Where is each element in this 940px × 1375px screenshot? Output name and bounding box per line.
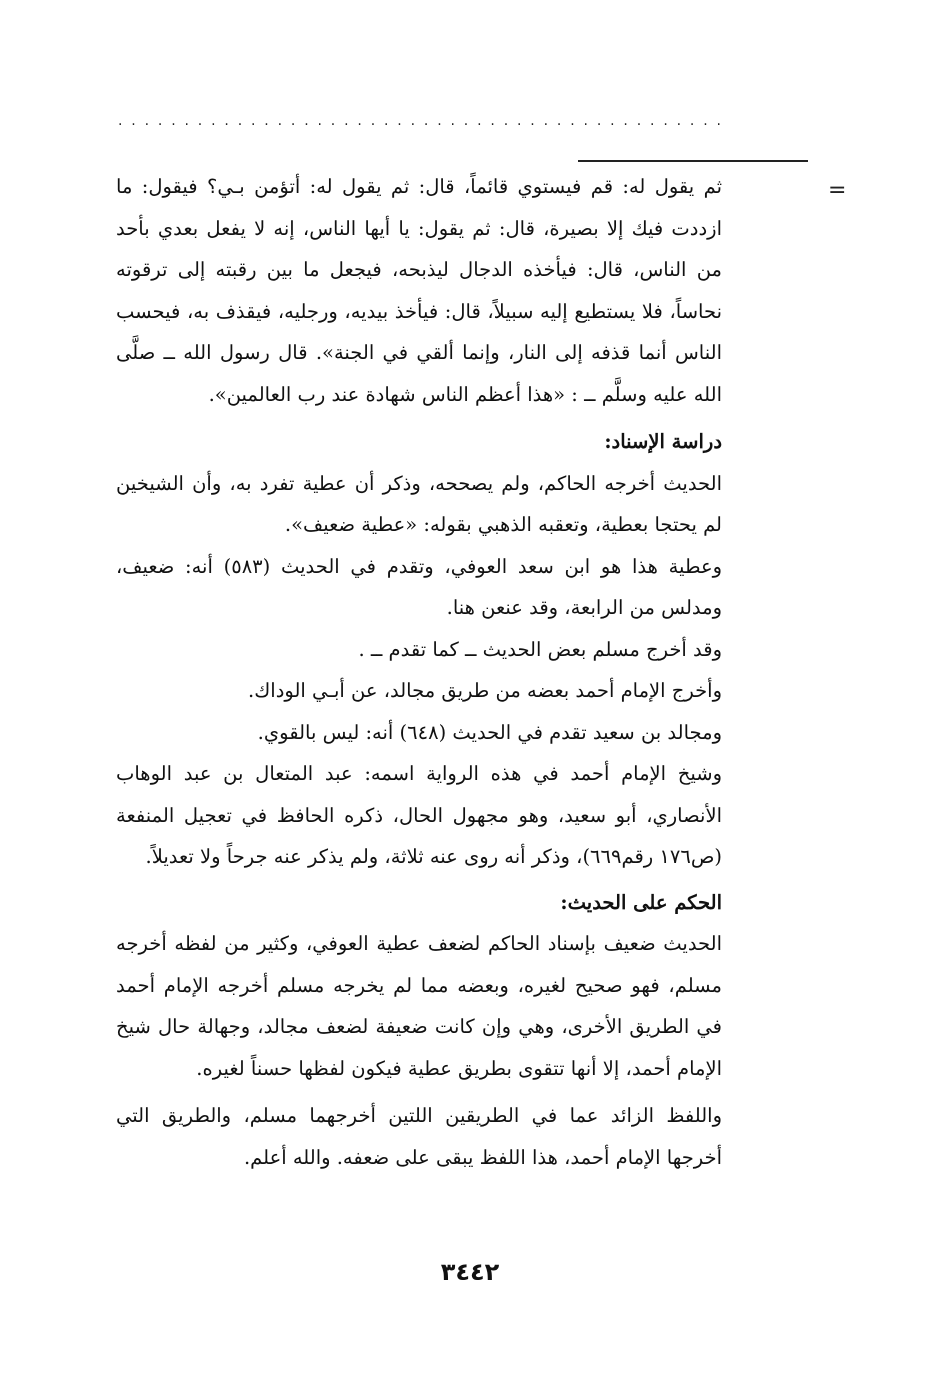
footnote-rule xyxy=(578,160,808,162)
ruling-heading: الحكم على الحديث: xyxy=(560,890,722,914)
ruling-paragraph: الحديث ضعيف بإسناد الحاكم لضعف عطية العوفي، وكثير من لفظه أخرجه مسلم، فهو صحيح لغيره، وبعضه مما لم يخرجه مسلم أخرجه الإمام أحمد في الطريق الأخرى، وهي وإن كانت ضعيفة لضعف مجالد، وجهالة حال شيخ الإمام أحمد، إلا أنها تتقوى بطريق عطية فيكون لفظها حسناً لغيره. xyxy=(116,932,722,1080)
isnad-paragraph: وقد أخرج مسلم بعض الحديث ــ كما تقدم ــ . xyxy=(358,637,722,661)
page-number: ٣٤٤٢ xyxy=(440,1258,500,1286)
isnad-heading: دراسة الإسناد: xyxy=(604,430,722,453)
isnad-paragraph: وأخرج الإمام أحمد بعضه من طريق مجالد، عن أبـي الوداك. xyxy=(248,679,722,702)
isnad-paragraph: ومجالد بن سعيد تقدم في الحديث (٦٤٨) أنه: ليس بالقوي. xyxy=(257,720,722,744)
isnad-paragraph: وشيخ الإمام أحمد في هذه الرواية اسمه: عبد المتعال بن عبد الوهاب الأنصاري، أبو سعيد، وهو مجهول الحال، ذكره الحافظ في تعجيل المنفعة (ص١٧٦ رقم٦٦٩)، وذكر أنه روى عنه ثلاثة، ولم يذكر عنه جرحاً ولا تعديلاً. xyxy=(116,762,722,868)
isnad-paragraph: الحديث أخرجه الحاكم، ولم يصححه، وذكر أن عطية تفرد به، وأن الشيخين لم يحتجا بعطية، وتعقبه الذهبي بقوله: «عطية ضعيف». xyxy=(116,471,722,536)
continuation-mark: = xyxy=(828,178,847,203)
dotted-separator: . . . . . . . . . . . . . . . . . . . . . . . . . . . . . . . . . . . . . . . . . . . . . . xyxy=(118,113,724,129)
ruling-paragraph: واللفظ الزائد عما في الطريقين اللتين أخرجهما مسلم، والطريق التي أخرجها الإمام أحمد، هذا اللفظ يبقى على ضعفه. والله أعلم. xyxy=(116,1104,722,1169)
isnad-paragraph: وعطية هذا هو ابن سعد العوفي، وتقدم في الحديث (٥٨٣) أنه: ضعيف، ومدلس من الرابعة، وقد عنعن هنا. xyxy=(116,554,722,619)
intro-paragraph: ثم يقول له: قم فيستوي قائماً، قال: ثم يقول له: أتؤمن بـي؟ فيقول: ما ازددت فيك إلا بصيرة، قال: ثم يقول: يا أيها الناس، إنه لا يفعل بعدي بأحد من الناس، قال: فيأخذه الدجال ليذبحه، فيجعل ما بين رقبته إلى ترقوته نحاساً، فلا يستطيع إليه سبيلاً، قال: فيأخذ بيديه، ورجليه، فيقذف به، فيحسب الناس أنما قذفه إلى النار، وإنما ألقي في الجنة». قال رسول الله ــ صلَّى الله عليه وسلَّم ــ : «هذا أعظم الناس شهادة عند رب العالمين». xyxy=(116,175,722,406)
page-body xyxy=(116,166,722,1178)
